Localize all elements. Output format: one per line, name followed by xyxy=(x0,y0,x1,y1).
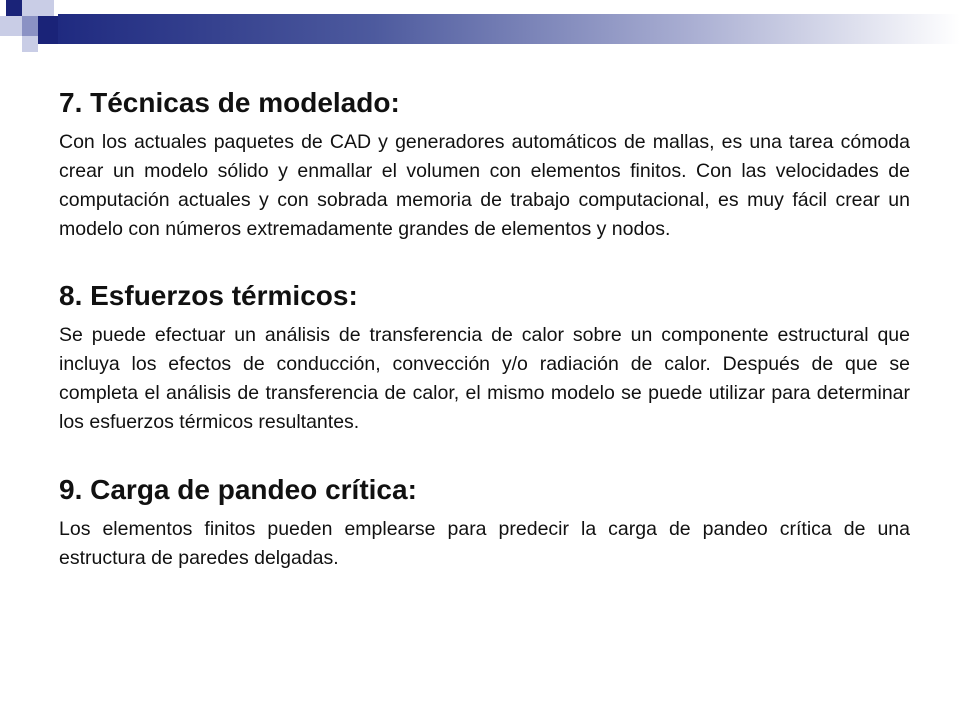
section-buckling-load xyxy=(59,473,910,573)
decor-square-light xyxy=(22,36,38,52)
decor-square-mid xyxy=(22,16,38,36)
decor-square-light xyxy=(0,16,22,36)
section-body: Con los actuales paquetes de CAD y generadores automáticos de mallas, es una tarea cómoda crear un modelo sólido y enmallar el volumen con elementos finitos. Con las velocidades de computación actuales y con sobrada memoria de trabajo computacional, es muy fácil crear un modelo con números extremadamente grandes de elementos y nodos. xyxy=(59,131,910,240)
section-heading: 7. Técnicas de modelado: xyxy=(59,87,400,118)
slide-content xyxy=(59,86,910,573)
section-modeling-techniques xyxy=(59,86,910,244)
decor-square-navy xyxy=(38,16,58,44)
decor-square-light xyxy=(22,0,38,16)
slide-header-decoration xyxy=(0,0,960,60)
header-gradient-bar xyxy=(58,14,960,44)
section-heading: 9. Carga de pandeo crítica: xyxy=(59,474,417,505)
section-body: Los elementos finitos pueden emplearse para predecir la carga de pandeo crítica de una estructura de paredes delgadas. xyxy=(59,518,910,569)
section-thermal-stress xyxy=(59,279,910,437)
decor-square-light xyxy=(38,0,54,16)
section-body: Se puede efectuar un análisis de transferencia de calor sobre un componente estructural que incluya los efectos de conducción, convección y/o radiación de calor. Después de que se completa el análisis de transferencia de calor, el mismo modelo se puede utilizar para determinar los esfuerzos térmicos resultantes. xyxy=(59,324,910,433)
section-heading: 8. Esfuerzos térmicos: xyxy=(59,280,358,311)
decor-square-navy xyxy=(6,0,22,16)
